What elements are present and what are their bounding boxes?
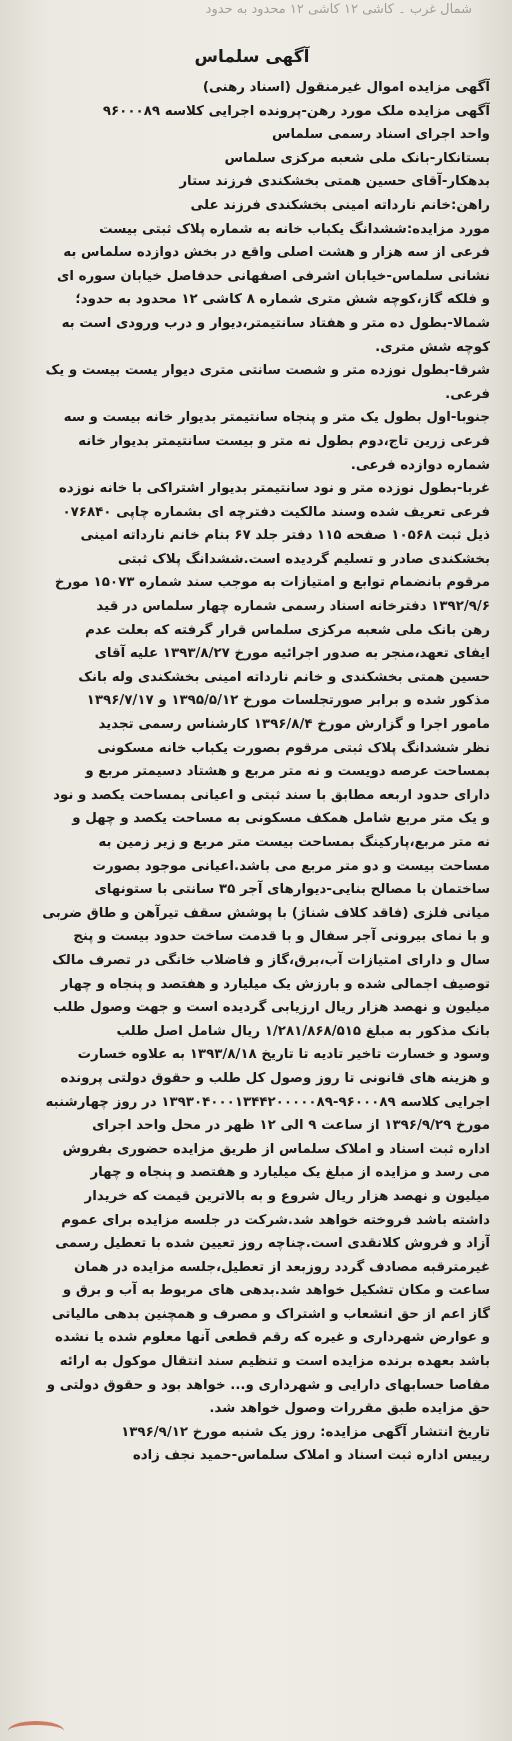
body-line: فرعی.: [445, 386, 490, 402]
body-line: نظر ششدانگ پلاک ثبتی مرقوم بصورت یکباب خانه مسکونی: [97, 740, 490, 756]
body-line: مفاصا حسابهای دارایی و شهرداری و... خواهد بود و حقوق دولتی و: [46, 1377, 490, 1393]
body-line: میلیون و نهصد هزار ریال شروع و به بالاترین قیمت که خریدار: [84, 1188, 490, 1204]
body-line: مساحت بیست و دو متر مربع می باشد.اعیانی موجود بصورت: [92, 858, 490, 874]
body-line: گاز اعم از حق انشعاب و اشتراک و مصرف و همچنین بدهی مالیاتی: [51, 1306, 490, 1322]
body-line: سال و دارای امتیازات آب،برق،گاز و فاضلاب خانگی در تصرف مالک: [52, 952, 490, 968]
body-line: مورخ ۱۳۹۶/۹/۲۹ از ساعت ۹ الی ۱۲ ظهر در محل واحد اجرای: [92, 1118, 490, 1134]
body-line: میانی فلزی (فاقد کلاف شناژ) با پوشش سقف تیرآهن و طاق ضربی: [42, 905, 490, 921]
body-line: و عوارض شهرداری و غیره که رقم قطعی آنها معلوم شده یا نشده: [54, 1330, 490, 1346]
body-line: توصیف اجمالی شده و بارزش یک میلیارد و هفتصد و پنجاه و چهار: [60, 976, 490, 992]
body-line: واحد اجرای اسناد رسمی سلماس: [271, 127, 490, 143]
body-line: آگهی مزایده اموال غیرمنقول (اسناد رهنی): [202, 80, 490, 95]
body-line: دارای حدود اربعه مطابق با سند ثبتی و اعیانی بمساحت یکصد و نود: [53, 787, 490, 803]
body-line: مامور اجرا و گزارش مورخ ۱۳۹۶/۸/۴ کارشناس رسمی تجدید: [98, 717, 490, 733]
body-line: و فلکه گاز،کوچه شش متری شماره ۸ کاشی ۱۲ محدود به حدود؛: [75, 292, 490, 308]
body-line: ایفای تعهد،منجر به صدور اجرائیه مورخ ۱۳۹۳/۸/۲۷ علیه آقای: [94, 646, 490, 662]
body-line: کوچه شش متری.: [375, 339, 490, 355]
body-line: مرقوم بانضمام توابع و امتیازات به موجب سند شماره ۱۵۰۷۳ مورخ: [54, 575, 490, 591]
body-line: غیرمترقبه مصادف گردد روزبعد از تعطیل،جلسه مزایده در همان: [73, 1259, 490, 1275]
notice-body: [14, 76, 490, 1468]
body-line: حق مزایده طبق مقررات وصول خواهد شد.: [209, 1401, 490, 1417]
body-line: بانک مذکور به مبلغ ۱/۲۸۱/۸۶۸/۵۱۵ ریال شامل اصل طلب: [116, 1023, 490, 1039]
body-line: رییس اداره ثبت اسناد و املاک سلماس-حمید نجف زاده: [132, 1448, 490, 1464]
body-line: ساختمان با مصالح بنایی-دیوارهای آجر ۳۵ سانتی با ستونهای: [94, 882, 490, 898]
body-line: بمساحت عرصه دویست و نه متر مربع و هشتاد دسیمتر مربع و: [85, 764, 490, 780]
body-line: شمالا-بطول ده متر و هفتاد سانتیمتر،دیوار و درب ورودی است به: [61, 315, 490, 331]
body-line: و هزینه های قانونی تا روز وصول کل طلب و حقوق دولتی پرونده: [60, 1070, 490, 1086]
body-line: فرعی زرین تاج،دوم بطول نه متر و بیست سانتیمتر بدیوار خانه: [78, 433, 490, 449]
body-line: بستانکار-بانک ملی شعبه مرکزی سلماس: [224, 150, 490, 166]
body-line: ذیل ثبت ۱۰۵۶۸ صفحه ۱۱۵ دفتر جلد ۶۷ بنام خانم نارداته امینی: [80, 528, 490, 544]
body-line: ۱۳۹۲/۹/۶ دفترخانه اسناد رسمی شماره چهار سلماس در قید: [96, 599, 490, 615]
body-line: اجرایی کلاسه ۹۶۰۰۰۸۹-۱۳۹۳۰۴۰۰۰۱۳۴۴۲۰۰۰۰۰۸۹ در روز چهارشنبه: [45, 1094, 490, 1110]
body-line: مورد مزایده:ششدانگ یکباب خانه به شماره پلاک ثبتی بیست: [99, 221, 490, 237]
body-line: تاریخ انتشار آگهی مزایده: روز یک شنبه مورخ ۱۳۹۶/۹/۱۲: [121, 1424, 490, 1440]
body-line: نشانی سلماس-خیابان اشرفی اصفهانی حدفاصل خیابان سوره ای: [57, 268, 490, 284]
body-line: شرقا-بطول نوزده متر و شصت سانتی متری دیوار یست بیست و یک: [45, 363, 490, 379]
body-line: نه متر مربع،پارکینگ بمساحت بیست متر مربع و زیر زمین به: [98, 835, 490, 850]
body-line: رهن بانک ملی شعبه مرکزی سلماس قرار گرفته که بعلت عدم: [85, 622, 490, 638]
body-line: آگهی مزایده ملک مورد رهن-پرونده اجرایی کلاسه ۹۶۰۰۰۸۹: [102, 103, 490, 119]
body-line: راهن:خانم نارداته امینی بخشکندی فرزند علی: [190, 197, 490, 213]
body-line: می رسد و مزایده از مبلغ یک میلیارد و هفتصد و پنجاه و چهار: [90, 1165, 490, 1181]
top-bleed-text: شمال غرب ۔ کاشی ۱۲ کاشی ۱۲ محدود به حدود: [205, 2, 472, 17]
body-line: وسود و خسارت تاخیر تادیه تا تاریخ ۱۳۹۳/۸/۱۸ به علاوه خسارت: [77, 1047, 490, 1063]
body-line: فرعی از سه هزار و هشت اصلی واقع در بخش دوازده سلماس به: [63, 245, 490, 261]
body-line: حسین همتی بخشکندی و خانم نارداته امینی بخشکندی وله بانک: [78, 669, 490, 685]
body-line: و با نمای بیرونی آجر سفال و با قدمت ساخت حدود بیست و پنج: [73, 929, 490, 945]
body-line: باشد بعهده برنده مزایده است و تنظیم سند انتقال موکول به ارائه: [59, 1354, 490, 1370]
body-line: و یک متر مربع شامل همکف مسکونی به مساحت یکصد و چهل و: [72, 811, 490, 827]
body-line: جنوبا-اول بطول یک متر و پنجاه سانتیمتر بدیوار خانه بیست و سه: [63, 410, 490, 426]
body-line: غربا-بطول نوزده متر و نود سانتیمتر بدیوار اشتراکی با خانه نوزده: [58, 481, 490, 497]
body-line: اداره ثبت اسناد و املاک سلماس از طریق مزایده حضوری بفروش: [62, 1141, 490, 1157]
body-line: ساعت و مکان تشکیل خواهد شد.بدهی های مربوط به آب و برق و: [62, 1283, 490, 1299]
body-line: فرعی تعریف شده وسند مالکیت دفترچه ای بشماره چاپی ۰۷۶۸۴۰: [62, 504, 490, 520]
body-line: بدهکار-آقای حسین همتی بخشکندی فرزند ستار: [179, 174, 490, 190]
body-line: آزاد و فروش کلانقدی است.چناچه روز تعیین شده با تعطیل رسمی: [55, 1236, 490, 1252]
body-line: داشته باشد فروخته خواهد شد.شرکت در جلسه مزایده برای عموم: [61, 1212, 490, 1228]
body-line: بخشکندی صادر و تسلیم گردیده است.ششدانگ پلاک ثبتی: [117, 551, 490, 567]
body-line: میلیون و نهصد هزار ریال ارزیابی گردیده است و جهت وصول طلب: [53, 1000, 490, 1016]
ink-mark: [8, 1721, 64, 1741]
body-line: مذکور شده و برابر صورتجلسات مورخ ۱۳۹۵/۵/۱۲ و ۱۳۹۶/۷/۱۷: [86, 693, 490, 709]
body-line: شماره دوازده فرعی.: [350, 457, 490, 473]
page-title: آگهی سلماس: [194, 47, 310, 67]
